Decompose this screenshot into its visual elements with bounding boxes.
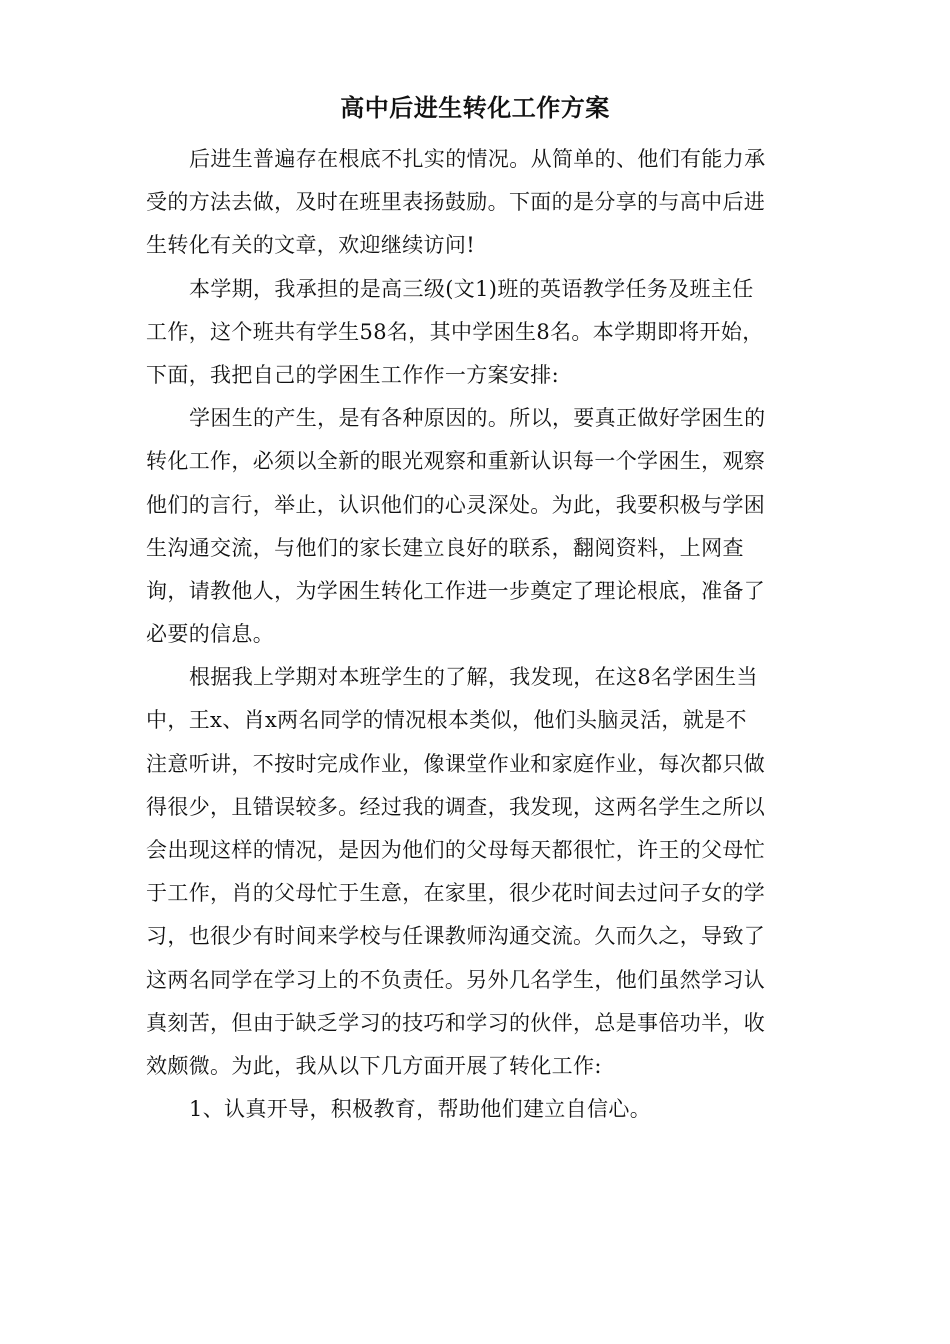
paragraph-line: 于工作，肖的父母忙于生意，在家里，很少花时间去过问子女的学 [146, 881, 766, 906]
paragraph-line: 根据我上学期对本班学生的了解，我发现，在这8名学困生当 [189, 665, 758, 690]
document-body [146, 138, 806, 1131]
paragraph-line: 真刻苦，但由于缺乏学习的技巧和学习的伙伴，总是事倍功半，收 [146, 1010, 766, 1035]
paragraph-line: 中，王x、肖x两名同学的情况根本类似，他们头脑灵活，就是不 [146, 708, 747, 733]
paragraph-line: 后进生普遍存在根底不扎实的情况。从简单的、他们有能力承 [189, 147, 766, 171]
paragraph-line: 生转化有关的文章，欢迎继续访问! [146, 233, 476, 258]
paragraph-line: 受的方法去做，及时在班里表扬鼓励。下面的是分享的与高中后进 [146, 190, 766, 215]
paragraph-line: 询，请教他人，为学困生转化工作进一步奠定了理论根底，准备了 [146, 578, 766, 603]
paragraph-line: 得很少，且错误较多。经过我的调查，我发现，这两名学生之所以 [146, 794, 766, 819]
paragraph-line: 生沟通交流，与他们的家长建立良好的联系，翻阅资料，上网查 [146, 535, 744, 560]
paragraph-line: 这两名同学在学习上的不负责任。另外几名学生，他们虽然学习认 [146, 967, 766, 992]
paragraph-line: 转化工作，必须以全新的眼光观察和重新认识每一个学困生，观察 [146, 449, 766, 474]
paragraph-line: 学困生的产生，是有各种原因的。所以，要真正做好学困生的 [189, 406, 766, 431]
paragraph-line: 会出现这样的情况，是因为他们的父母每天都很忙，许王的父母忙 [146, 838, 766, 862]
paragraph-line: 必要的信息。 [146, 622, 275, 647]
paragraph-line: 他们的言行，举止，认识他们的心灵深处。为此，我要积极与学困 [146, 492, 766, 517]
paragraph-line: 本学期，我承担的是高三级(文1)班的英语教学任务及班主任 [189, 276, 754, 301]
document-title: 高中后进生转化工作方案 [340, 94, 610, 122]
list-item-heading: 1、认真开导，积极教育，帮助他们建立自信心。 [189, 1097, 652, 1122]
paragraph-line: 下面，我把自己的学困生工作作一方案安排: [146, 362, 560, 387]
paragraph-line: 效颇微。为此，我从以下几方面开展了转化工作: [146, 1053, 602, 1078]
paragraph-line: 习，也很少有时间来学校与任课教师沟通交流。久而久之，导致了 [146, 924, 766, 949]
paragraph-line: 注意听讲，不按时完成作业，像课堂作业和家庭作业，每次都只做 [146, 751, 766, 776]
paragraph-line: 工作，这个班共有学生58名，其中学困生8名。本学期即将开始， [146, 319, 764, 344]
